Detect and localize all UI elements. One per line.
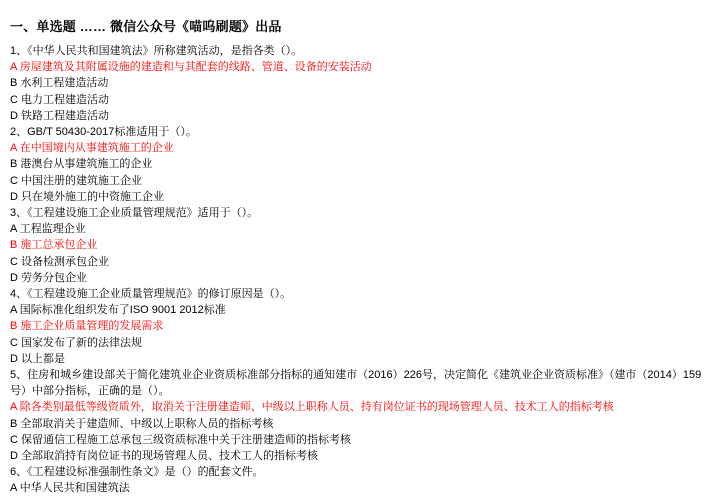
question-block (8, 124, 705, 205)
option[interactable]: A 中华人民共和国建筑法 (10, 482, 130, 495)
option[interactable]: C 设备检测承包企业 (10, 255, 109, 268)
question-block (8, 464, 705, 496)
question-stem: 1、《中华人民共和国建筑法》所称建筑活动，是指各类（）。 (10, 45, 303, 57)
option[interactable]: D 铁路工程建造活动 (10, 109, 109, 122)
option[interactable]: B 全部取消关于建造师、中级以上职称人员的指标考核 (10, 417, 274, 430)
option[interactable]: D 只在境外施工的中资施工企业 (10, 190, 164, 203)
question-stem: 6、《工程建设标准强制性条文》是（）的配套文件。 (10, 466, 264, 479)
option[interactable]: C 中国注册的建筑施工企业 (10, 174, 142, 187)
option[interactable]: D 全部取消持有岗位证书的现场管理人员、技术工人的指标考核 (10, 450, 318, 463)
question-block (8, 43, 705, 124)
answer-option[interactable]: A 房屋建筑及其附属设施的建造和与其配套的线路、管道、设备的安装活动 (10, 61, 372, 74)
option[interactable]: B 港澳台从事建筑施工的企业 (10, 158, 153, 171)
option[interactable]: C 国家发布了新的法律法规 (10, 336, 142, 349)
page-title: 一、单选题 …… 微信公众号《喵呜刷题》出品 (10, 19, 282, 34)
question-list (8, 43, 705, 497)
option[interactable]: C 保留通信工程施工总承包三级资质标准中关于注册建造师的指标考核 (10, 433, 351, 446)
answer-option[interactable]: B 施工企业质量管理的发展需求 (10, 320, 164, 333)
option[interactable]: D 以上都是 (10, 352, 65, 365)
answer-option[interactable]: A 除各类别最低等级资质外，取消关于注册建造师、中级以上职称人员、持有岗位证书的现场管理人员、技术工人的指标考核 (10, 401, 614, 414)
option[interactable]: B 水利工程建造活动 (10, 77, 109, 90)
question-block (8, 286, 705, 367)
question-stem: 3、《工程建设施工企业质量管理规范》适用于（）。 (10, 207, 259, 220)
option[interactable]: A 工程监理企业 (10, 223, 86, 236)
option[interactable]: C 电力工程建造活动 (10, 93, 109, 106)
option[interactable]: D 劳务分包企业 (10, 271, 87, 284)
question-stem: 5、住房和城乡建设部关于简化建筑业企业资质标准部分指标的通知建市（2016）226号，决定简化《建筑业企业资质标准》（建市（2014）159号）中部分指标，正确的是（）。 (10, 369, 702, 398)
answer-option[interactable]: B 施工总承包企业 (10, 239, 98, 252)
question-stem: 2、GB/T 50430-2017标准适用于（）。 (10, 126, 197, 139)
question-block (8, 367, 705, 464)
option[interactable]: A 国际标准化组织发布了ISO 9001 2012标准 (10, 304, 226, 317)
answer-option[interactable]: A 在中国境内从事建筑施工的企业 (10, 142, 174, 155)
question-block (8, 205, 705, 286)
question-stem: 4、《工程建设施工企业质量管理规范》的修订原因是（）。 (10, 288, 292, 301)
